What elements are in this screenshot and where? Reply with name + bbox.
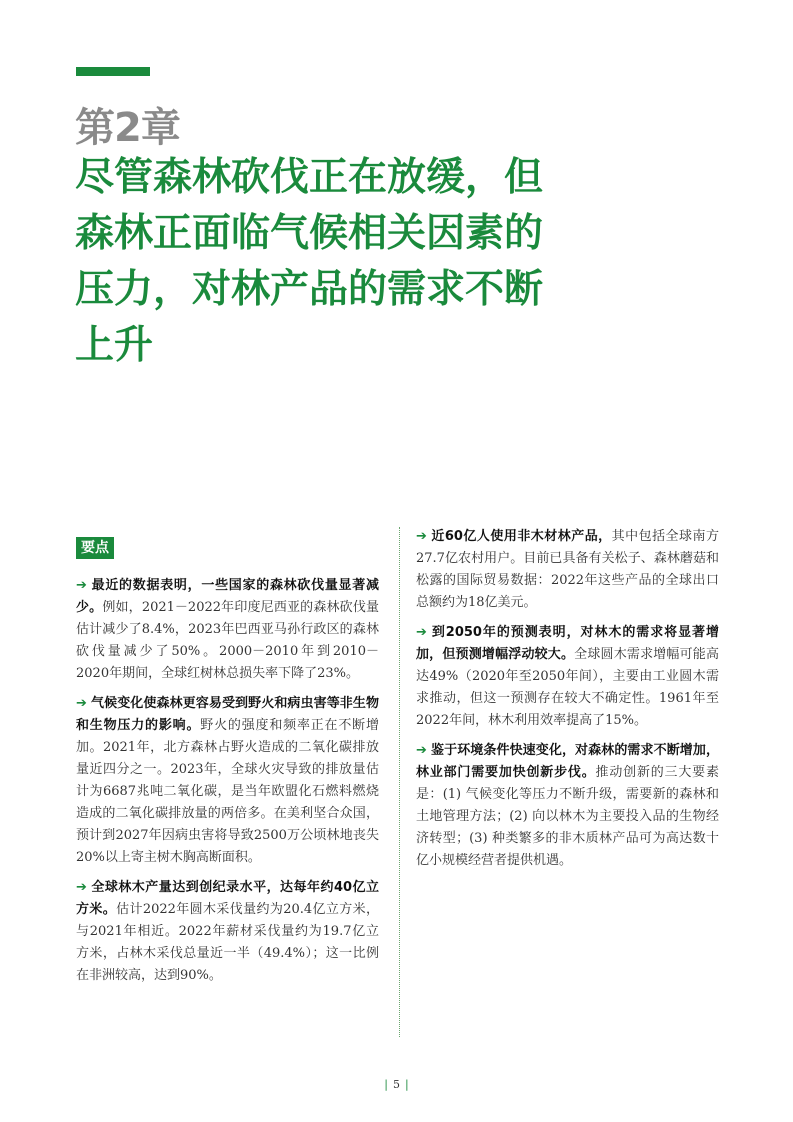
title-line: 上升 <box>75 323 154 368</box>
chapter-label: 第2章 <box>75 105 180 151</box>
key-point-headline: 鉴于环境条件快速变化，对森林的需求不断增加，林业部门需要加快创新步伐。 <box>416 743 719 780</box>
key-points-left-column <box>76 537 379 995</box>
page-number: 5 <box>393 1078 400 1091</box>
arrow-right-icon: ➔ <box>416 529 427 544</box>
column-divider <box>399 527 400 1037</box>
key-point-headline: 全球林木产量达到创纪录水平，达每年约40亿立方米。 <box>76 880 379 917</box>
key-point-headline: 最近的数据表明，一些国家的森林砍伐量显著减少。 <box>76 578 379 615</box>
arrow-right-icon: ➔ <box>416 743 427 758</box>
footer-divider: | <box>384 1078 388 1091</box>
chapter-title <box>75 150 635 374</box>
arrow-right-icon: ➔ <box>416 625 427 640</box>
key-point-body: 全球圆木需求增幅可能高达49%（2020年至2050年间），主要由工业圆木需求推动，但这一预测存在较大不确定性。1961年至2022年间，林木利用效率提高了15%。 <box>416 647 719 728</box>
arrow-right-icon: ➔ <box>76 578 87 593</box>
key-point-headline: 近60亿人使用非木材林产品， <box>430 529 612 544</box>
arrow-right-icon: ➔ <box>76 880 87 895</box>
key-point <box>416 526 719 614</box>
page-footer <box>0 1078 793 1091</box>
key-point-headline: 到2050年的预测表明，对林木的需求将显著增加，但预测增幅浮动较大。 <box>416 625 719 662</box>
key-point <box>76 877 379 987</box>
key-point-body: 例如，2021－2022年印度尼西亚的森林砍伐量估计减少了8.4%，2023年巴西亚马孙行政区的森林砍伐量减少了50%。2000－2010年到2010－2020年期间，全球红树林总损失率下降了23%。 <box>76 600 379 681</box>
title-line: 森林正面临气候相关因素的 <box>75 211 544 256</box>
chapter-accent-bar <box>76 67 150 76</box>
footer-divider: | <box>405 1078 409 1091</box>
key-point-body: 推动创新的三大要素是：(1) 气候变化等压力不断升级，需要新的森林和土地管理方法；(2) 向以林木为主要投入品的生物经济转型；(3) 种类繁多的非木质林产品可为高达数十亿小规模经营者提供机遇。 <box>416 765 719 868</box>
key-point-body: 野火的强度和频率正在不断增加。2021年，北方森林占野火造成的二氧化碳排放量近四分之一。2023年，全球火灾导致的排放量估计为6687兆吨二氧化碳，是当年欧盟化石燃料燃烧造成的二氧化碳排放量的两倍多。在美利坚合众国，预计到2027年因病虫害将导致2500万公顷林地丧失20%以上寄主树木胸高断面积。 <box>76 718 379 865</box>
key-point <box>76 575 379 685</box>
key-point <box>416 622 719 732</box>
key-point-body: 其中包括全球南方27.7亿农村用户。目前已具备有关松子、森林蘑菇和松露的国际贸易数据：2022年这些产品的全球出口总额约为18亿美元。 <box>416 529 719 610</box>
arrow-right-icon: ➔ <box>76 696 87 711</box>
key-points-right-column <box>416 526 719 880</box>
key-point <box>76 693 379 869</box>
key-point <box>416 740 719 872</box>
key-point-body: 估计2022年圆木采伐量约为20.4亿立方米，与2021年相近。2022年薪材采伐量约为19.7亿立方米，占林木采伐总量近一半（49.4%）；这一比例在非洲较高，达到90%。 <box>76 902 379 983</box>
title-line: 尽管森林砍伐正在放缓，但 <box>75 155 544 200</box>
title-line: 压力，对林产品的需求不断 <box>75 267 544 312</box>
key-points-badge: 要点 <box>76 537 114 559</box>
key-point-headline: 气候变化使森林更容易受到野火和病虫害等非生物和生物压力的影响。 <box>76 696 379 733</box>
